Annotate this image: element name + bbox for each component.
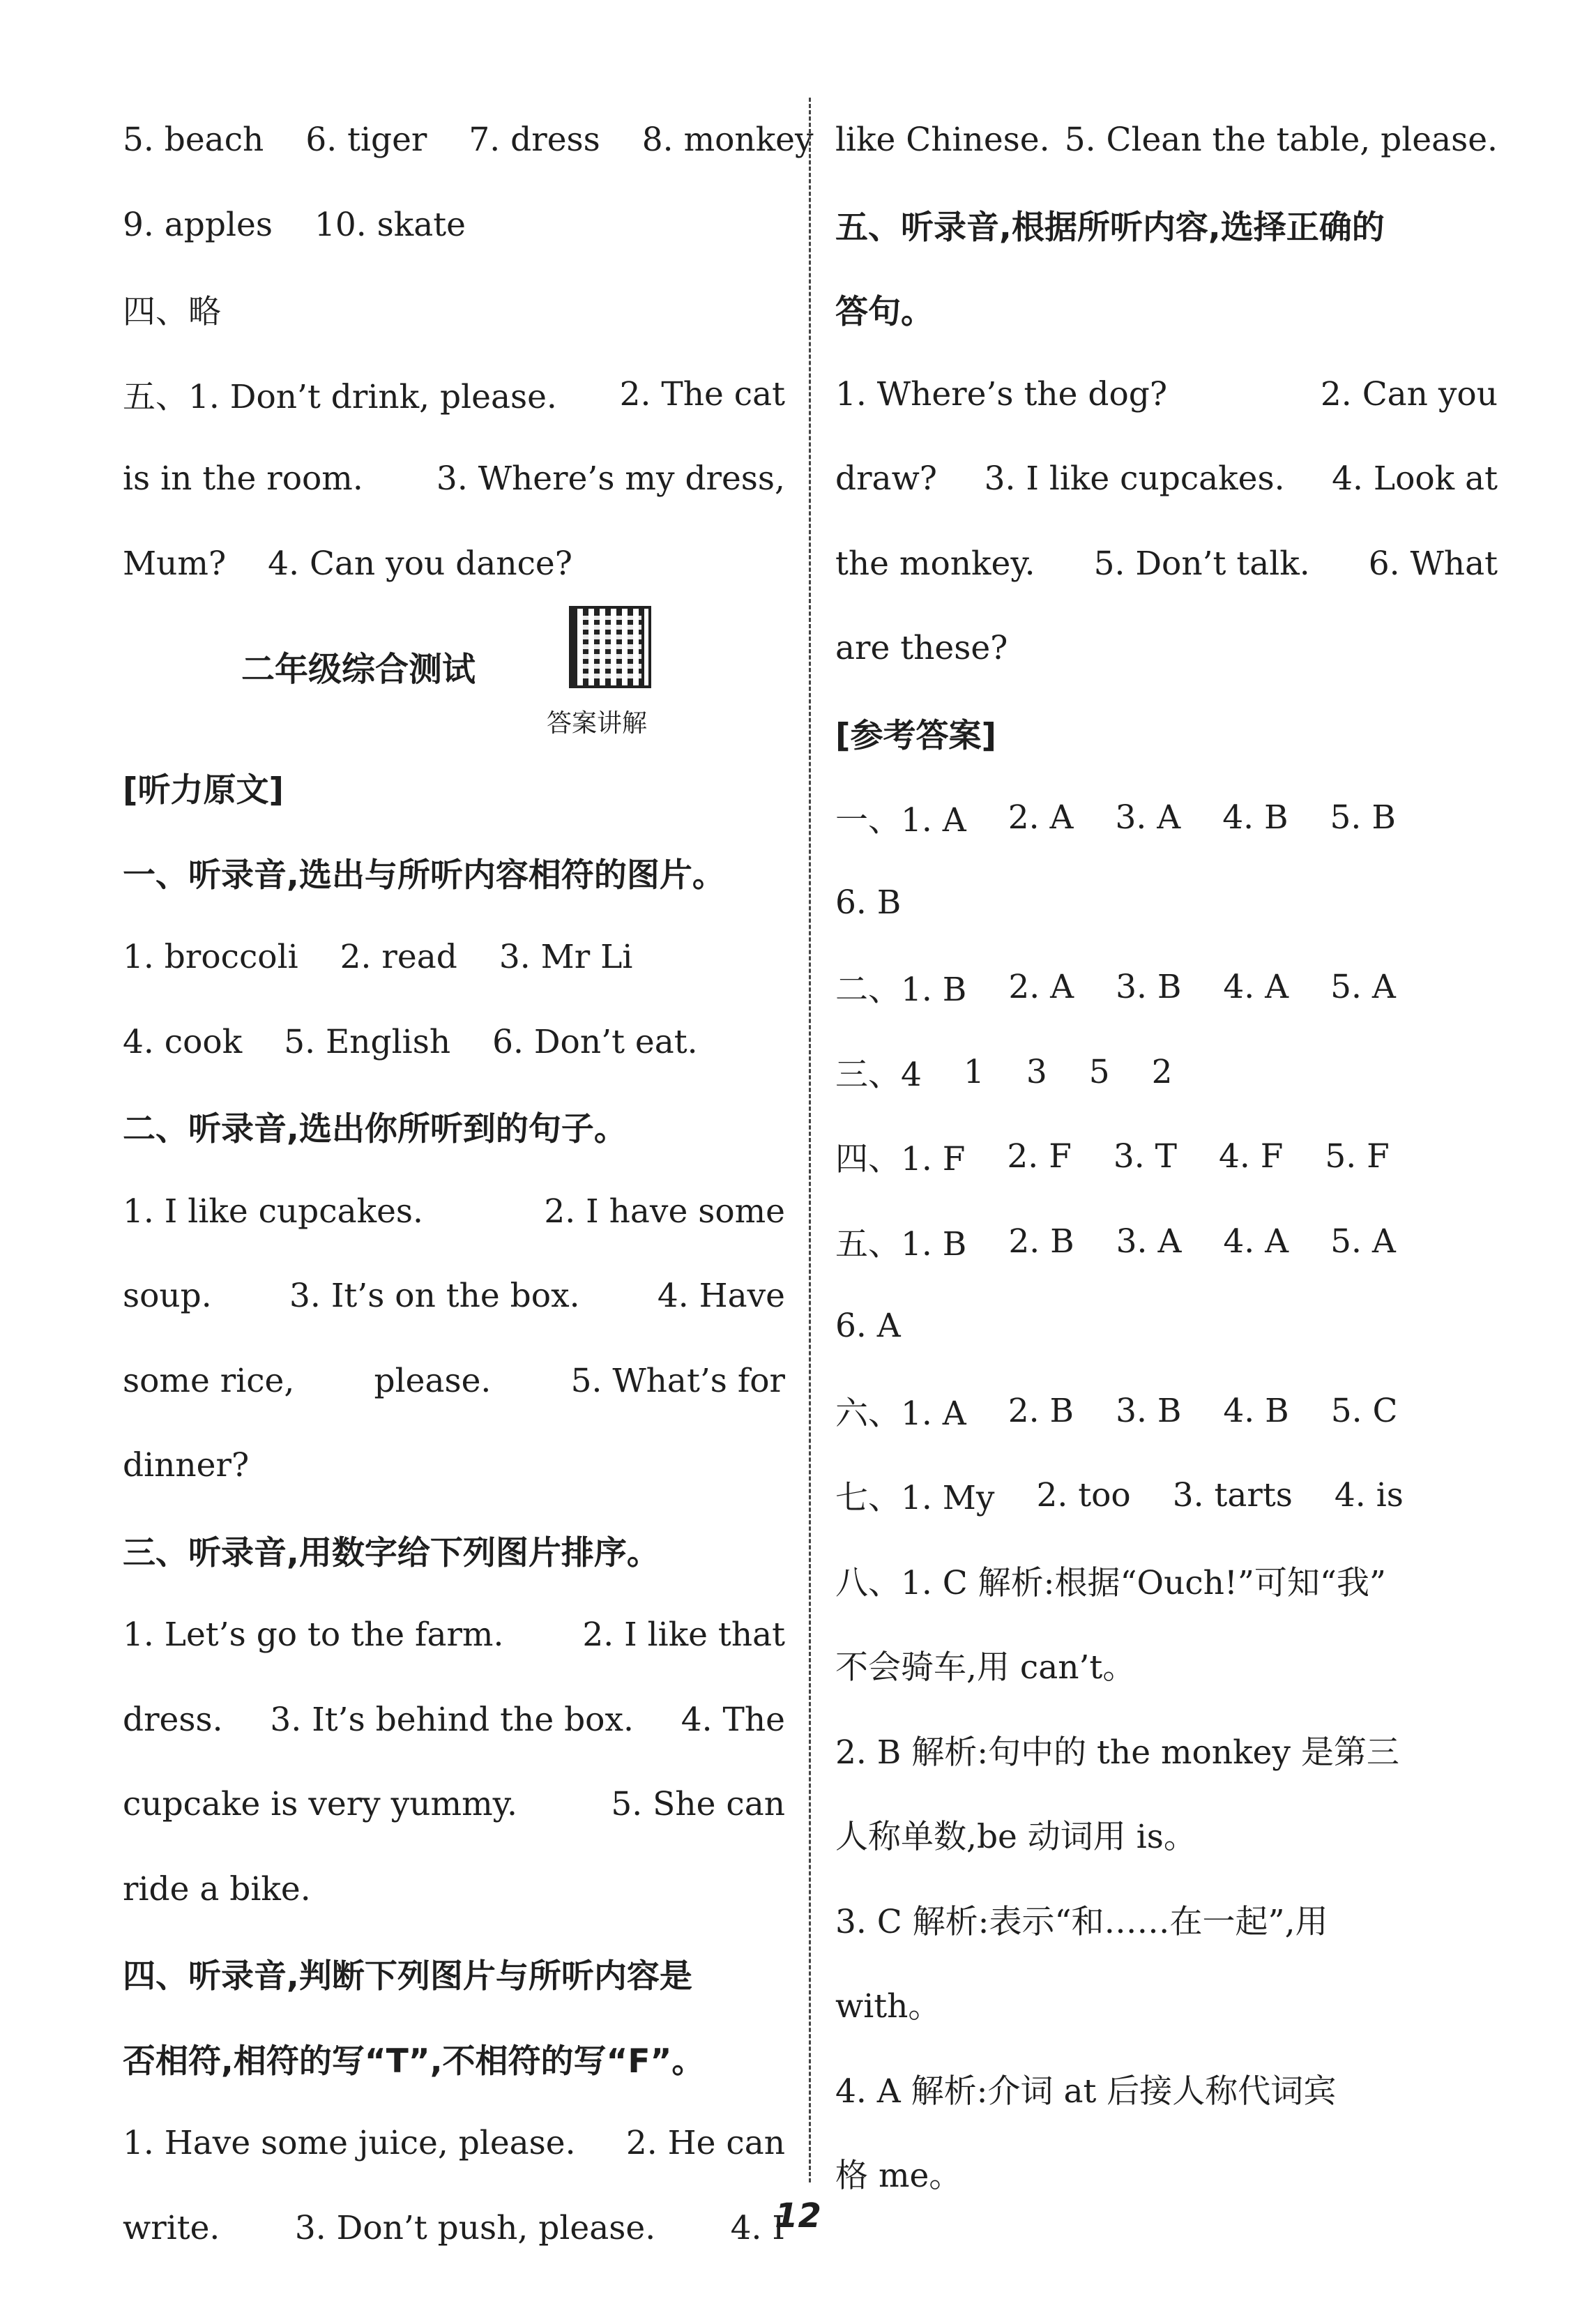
test-title: 二年级综合测试 (241, 650, 476, 689)
answer-line: is in the room. 3. Where’s my dress, (123, 460, 785, 499)
text-line: cupcake is very yummy. 5. She can (123, 1785, 785, 1824)
text-line: 4. cook 5. English 6. Don’t eat. (123, 1022, 698, 1061)
text-line: draw? 3. I like cupcakes. 4. Look at (835, 460, 1498, 499)
section-title: 三、听录音,用数字给下列图片排序。 (123, 1533, 660, 1572)
explanation-line: 3. C 解析:表示“和……在一起”,用 (835, 1902, 1328, 1941)
text-line: 1. Let’s go to the farm. 2. I like that (123, 1616, 785, 1655)
answer-line: 一、1. A 2. A 3. A 4. B 5. B (835, 798, 1396, 840)
section-title: 一、听录音,选出与所听内容相符的图片。 (123, 856, 725, 895)
explanation-line: 4. A 解析:介词 at 后接人称代词宾 (835, 2072, 1337, 2111)
section-title: 二、听录音,选出你所听到的句子。 (123, 1110, 627, 1149)
answer-line: 五、1. B 2. B 3. A 4. A 5. A (835, 1222, 1396, 1263)
text-line: 1. I like cupcakes. 2. I have some (123, 1192, 785, 1231)
text-line: are these? (835, 629, 1008, 668)
answer-line: 6. B (835, 883, 902, 922)
explanation-line: with。 (835, 1987, 941, 2026)
column-divider (809, 98, 811, 2182)
text-line: ride a bike. (123, 1869, 311, 1908)
answer-line: 七、1. My 2. too 3. tarts 4. is (835, 1476, 1404, 1518)
text-line: like Chinese. 5. Clean the table, please. (835, 121, 1498, 160)
text-line: 1. broccoli 2. read 3. Mr Li (123, 938, 633, 977)
explanation-line: 人称单数,be 动词用 is。 (835, 1818, 1196, 1857)
section-title: 答句。 (835, 293, 934, 332)
section-header: [参考答案] (835, 716, 996, 755)
explanation-line: 2. B 解析:句中的 the monkey 是第三 (835, 1733, 1399, 1772)
section-title: 四、听录音,判断下列图片与所听内容是 (123, 1957, 692, 1996)
section-header: [听力原文] (123, 771, 284, 810)
page-number: 12 (775, 2196, 821, 2235)
qr-caption: 答案讲解 (547, 709, 648, 738)
text-line: 1. Have some juice, please. 2. He can (123, 2124, 785, 2163)
answer-line: 三、4 1 3 5 2 (835, 1052, 1173, 1094)
qr-code-icon[interactable] (569, 606, 651, 688)
answer-line: 四、1. F 2. F 3. T 4. F 5. F (835, 1137, 1390, 1179)
answer-line: 二、1. B 2. A 3. B 4. A 5. A (835, 968, 1396, 1010)
explanation-line: 不会骑车,用 can’t。 (835, 1648, 1136, 1687)
explanation-line: 格 me。 (835, 2157, 962, 2196)
right-column (835, 98, 1498, 2216)
section-title: 五、听录音,根据所听内容,选择正确的 (835, 208, 1385, 247)
answer-line: 六、1. A 2. B 3. B 4. B 5. C (835, 1391, 1398, 1433)
answer-line: 6. A (835, 1307, 901, 1346)
text-line: 1. Where’s the dog? 2. Can you (835, 374, 1498, 413)
answer-line: 四、略 (123, 293, 221, 332)
answer-line: 五、1. Don’t drink, please. 2. The cat (123, 374, 785, 416)
test-title-block (123, 606, 785, 745)
explanation-line: 八、1. C 解析:根据“Ouch!”可知“我” (835, 1563, 1386, 1602)
text-line: dinner? (123, 1446, 250, 1485)
section-title: 否相符,相符的写“T”,不相符的写“F”。 (123, 2042, 705, 2081)
text-line: soup. 3. It’s on the box. 4. Have (123, 1277, 785, 1316)
text-line: write. 3. Don’t push, please. 4. I (123, 2208, 785, 2247)
answer-line: 9. apples 10. skate (123, 205, 466, 244)
answer-line: Mum? 4. Can you dance? (123, 544, 572, 583)
answer-line: 5. beach 6. tiger 7. dress 8. monkey (123, 121, 814, 160)
text-line: dress. 3. It’s behind the box. 4. The (123, 1700, 785, 1739)
text-line: some rice, please. 5. What’s for (123, 1361, 785, 1400)
text-line: the monkey. 5. Don’t talk. 6. What (835, 544, 1498, 583)
